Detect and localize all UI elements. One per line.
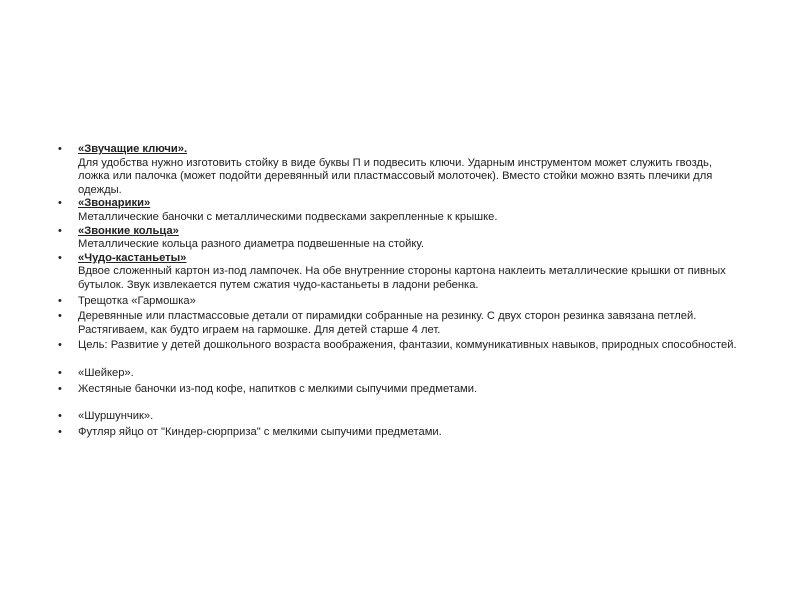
item-text: Для удобства нужно изготовить стойку в виде буквы П и подвесить ключи. Ударным инструментом может служить гвоздь, ложка или палочка (может подойти деревянный или пластмассовый молоточек). Вместо стойки можно взять плечики для одежды. bbox=[78, 156, 713, 196]
item-text: • Трещотка «Гармошка» bbox=[78, 294, 196, 307]
list-item bbox=[58, 143, 738, 197]
list-item bbox=[58, 367, 738, 381]
item-title: • «Звучащие ключи». bbox=[78, 143, 188, 155]
item-title: • «Чудо-кастаньеты» bbox=[78, 251, 187, 264]
item-text: • Жестяные баночки из-под кофе, напитков с мелкими сыпучими предметами. bbox=[78, 382, 478, 395]
item-text: Металлические кольца разного диаметра подвешенные на стойку. bbox=[78, 238, 424, 251]
bullet-list bbox=[58, 143, 738, 439]
list-item bbox=[58, 197, 738, 224]
list-item bbox=[58, 410, 738, 424]
list-item bbox=[58, 225, 738, 252]
list-spacer bbox=[58, 396, 738, 410]
list-item bbox=[58, 252, 738, 293]
item-title: • «Звонкие кольца» bbox=[78, 224, 179, 237]
list-item bbox=[58, 426, 738, 440]
item-text: • «Шейкер». bbox=[78, 366, 134, 379]
item-text: • Футляр яйцо от "Киндер-сюрприза" с мелкими сыпучими предметами. bbox=[78, 425, 442, 438]
item-text: • Цель: Развитие у детей дошкольного возраста воображения, фантазии, коммуникативных навыков, природных способностей. bbox=[78, 339, 737, 352]
list-spacer bbox=[58, 353, 738, 367]
list-item bbox=[58, 310, 738, 337]
item-text: Металлические баночки с металлическими подвесками закрепленные к крышке. bbox=[78, 210, 498, 223]
item-text: • «Шуршунчик». bbox=[78, 410, 154, 423]
list-item bbox=[58, 383, 738, 397]
list-item bbox=[58, 295, 738, 309]
item-text: • Деревянные или пластмассовые детали от пирамидки собранные на резинку. С двух сторон резинка завязана петлей. Растягиваем, как будто играем на гармошке. Для детей старше 4 лет. bbox=[78, 310, 697, 336]
item-text: Вдвое сложенный картон из-под лампочек. На обе внутренние стороны картона наклеить металлические крышки от пивных бутылок. Звук извлекается путем сжатия чудо-кастаньеты в ладони ребенка. bbox=[78, 265, 726, 291]
item-title: • «Звонарики» bbox=[78, 197, 151, 210]
list-item bbox=[58, 339, 738, 353]
